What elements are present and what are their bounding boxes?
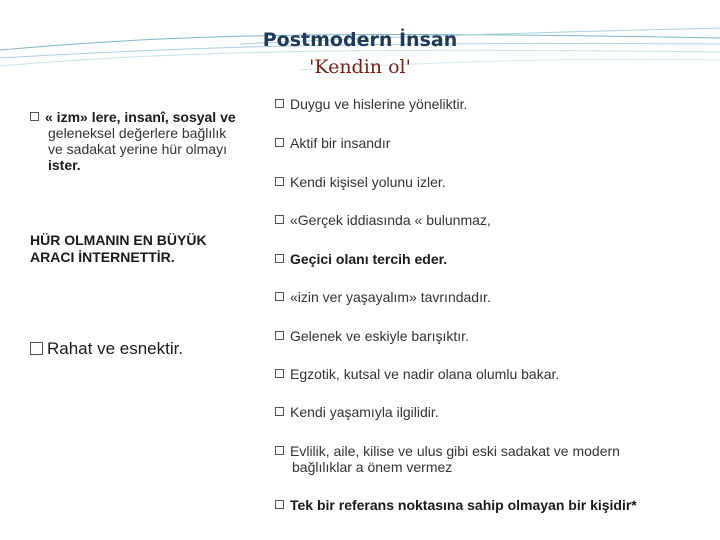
internet-line-1: HÜR OLMANIN EN BÜYÜK: [30, 232, 207, 248]
internet-statement: [30, 232, 270, 266]
left-intro-line-2: geleneksel değerlere bağlılık: [48, 125, 227, 141]
bullet-icon: [275, 254, 284, 263]
right-item-3-text: Kendi kişisel yolunu izler.: [290, 174, 446, 190]
left-intro-line-3: ve sadakat yerine hür olmayı: [48, 141, 227, 157]
bullet-icon: [275, 292, 284, 301]
right-item-8: [275, 366, 715, 382]
page-subtitle: 'Kendin ol': [309, 56, 411, 78]
left-intro-line-4: [30, 157, 270, 173]
left-intro-text-1: « izm» lere, insanî, sosyal ve: [45, 109, 236, 125]
bullet-icon: [275, 331, 284, 340]
right-item-4: [275, 212, 715, 228]
bullet-icon: [275, 500, 284, 509]
right-item-7-text: Gelenek ve eskiyle barışıktır.: [290, 328, 469, 344]
right-item-2-text: Aktif bir insandır: [290, 135, 391, 151]
right-item-11: [275, 497, 715, 513]
right-item-1-text: Duygu ve hislerine yöneliktir.: [290, 96, 468, 112]
right-item-9: [275, 404, 715, 420]
bullet-icon: [275, 138, 284, 147]
bullet-icon: [275, 407, 284, 416]
bullet-icon: [30, 112, 39, 121]
right-item-11-text: Tek bir referans noktasına sahip olmayan bir kişidir*: [290, 497, 637, 513]
right-item-5: [275, 251, 715, 267]
right-item-6: [275, 289, 715, 305]
bullet-icon: [30, 342, 43, 355]
bullet-icon: [275, 215, 284, 224]
right-item-4-text: «Gerçek iddiasında « bulunmaz,: [290, 212, 491, 228]
right-item-5-text: Geçici olanı tercih eder.: [290, 251, 448, 267]
right-item-6-text: «izin ver yaşayalım» tavrındadır.: [290, 289, 491, 305]
rahat-item: [30, 338, 183, 360]
internet-line-2: ARACI İNTERNETTİR.: [30, 249, 175, 265]
bullet-icon: [275, 369, 284, 378]
right-item-7: [275, 328, 715, 344]
left-intro-text-4: ister.: [48, 157, 81, 173]
left-intro-line-1: [30, 109, 270, 125]
right-item-3: [275, 174, 715, 190]
page-title: Postmodern İnsan: [262, 29, 458, 51]
left-intro: [30, 109, 270, 173]
right-item-10: [275, 443, 715, 475]
right-item-8-text: Egzotik, kutsal ve nadir olana olumlu bakar.: [290, 366, 560, 382]
bullet-icon: [275, 446, 284, 455]
bullet-icon: [275, 177, 284, 186]
right-item-10-text: Evlilik, aile, kilise ve ulus gibi eski sadakat ve modern: [290, 443, 620, 459]
right-item-1: [275, 96, 715, 112]
bullet-icon: [275, 99, 284, 108]
right-item-2: [275, 135, 715, 151]
right-item-10-cont: bağlılıklar a önem vermez: [292, 459, 453, 475]
right-item-9-text: Kendi yaşamıyla ilgilidir.: [290, 404, 439, 420]
rahat-text: Rahat ve esnektir.: [47, 339, 184, 358]
